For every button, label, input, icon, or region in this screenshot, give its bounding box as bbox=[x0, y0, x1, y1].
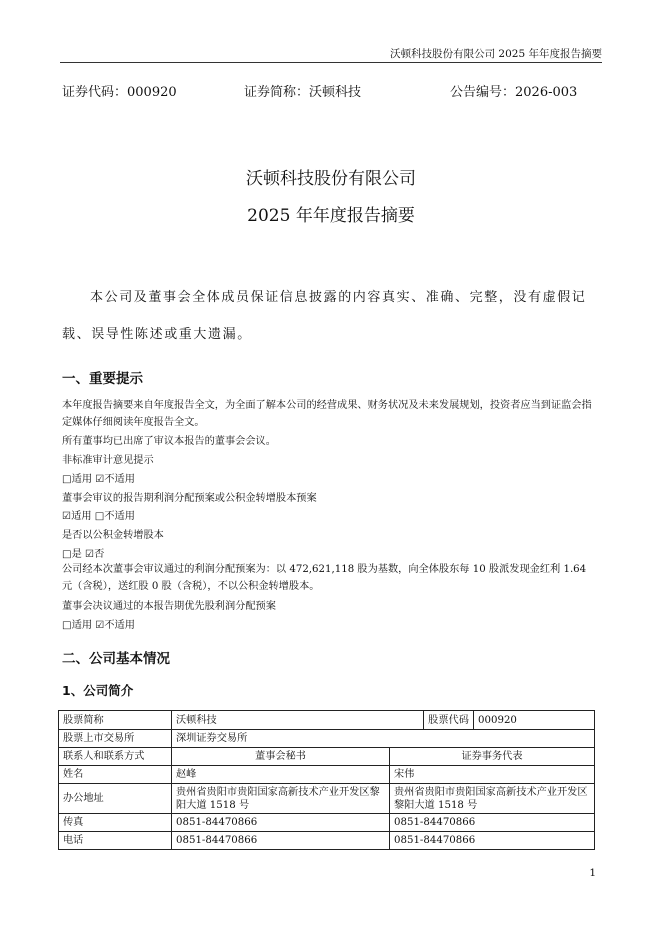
table-row bbox=[59, 748, 595, 766]
audit-opinion-answer: □适用 ☑不适用 bbox=[62, 474, 135, 485]
directors-attendance: 所有董事均已出席了审议本报告的董事会会议。 bbox=[62, 436, 276, 447]
table-row bbox=[59, 814, 595, 832]
distribution-plan-question: 董事会审议的报告期利润分配预案或公积金转增股本预案 bbox=[62, 493, 317, 504]
reserve-conversion-answer: □是 ☑否 bbox=[62, 549, 105, 560]
stock-code: 证券代码：000920 bbox=[62, 85, 177, 100]
page-number: 1 bbox=[589, 867, 596, 879]
report-title: 2025 年年度报告摘要 bbox=[247, 206, 415, 226]
stock-short-value: 沃顿科技 bbox=[172, 711, 424, 730]
distribution-plan-answer: ☑适用 □不适用 bbox=[62, 511, 135, 522]
fax-label: 传真 bbox=[59, 814, 172, 832]
secretary-fax: 0851-84470866 bbox=[172, 814, 390, 832]
representative-header: 证券事务代表 bbox=[390, 748, 595, 766]
header-divider bbox=[60, 62, 602, 63]
company-profile-table bbox=[58, 710, 595, 850]
table-row bbox=[59, 832, 595, 850]
company-title: 沃顿科技股份有限公司 bbox=[246, 169, 416, 189]
table-row bbox=[59, 730, 595, 748]
exchange-label: 股票上市交易所 bbox=[59, 730, 172, 748]
section-company-basics: 二、公司基本情况 bbox=[62, 651, 170, 667]
running-header: 沃顿科技股份有限公司 2025 年年度报告摘要 bbox=[390, 48, 602, 60]
stock-short-label: 股票简称 bbox=[59, 711, 172, 730]
audit-opinion-question: 非标准审计意见提示 bbox=[62, 455, 154, 466]
announcement-number: 公告编号：2026-003 bbox=[450, 85, 578, 100]
representative-name: 宋伟 bbox=[390, 766, 595, 784]
profit-distribution-paragraph: 公司经本次董事会审议通过的利润分配预案为：以 472,621,118 股为基数，向全体股东每 10 股派发现金红利 1.64 元（含税），送红股 0 股（含税），不以公积金转增股本。 bbox=[62, 564, 587, 592]
representative-fax: 0851-84470866 bbox=[390, 814, 595, 832]
address-label: 办公地址 bbox=[59, 784, 172, 814]
representative-phone: 0851-84470866 bbox=[390, 832, 595, 850]
table-row bbox=[59, 784, 595, 814]
reserve-conversion-question: 是否以公积金转增股本 bbox=[62, 530, 164, 541]
subsection-company-profile: 1、公司简介 bbox=[62, 683, 134, 698]
secretary-address: 贵州省贵阳市贵阳国家高新技术产业开发区黎阳大道 1518 号 bbox=[172, 784, 390, 814]
table-row bbox=[59, 711, 595, 730]
contact-label: 联系人和联系方式 bbox=[59, 748, 172, 766]
stock-code-value: 000920 bbox=[474, 711, 595, 730]
board-notice: 本公司及董事会全体成员保证信息披露的内容真实、准确、完整，没有虚假记载、误导性陈述或重大遗漏。 bbox=[62, 290, 587, 342]
secretary-name: 赵峰 bbox=[172, 766, 390, 784]
section-important-notes: 一、重要提示 bbox=[62, 371, 143, 387]
name-label: 姓名 bbox=[59, 766, 172, 784]
exchange-value: 深圳证券交易所 bbox=[172, 730, 595, 748]
table-row bbox=[59, 766, 595, 784]
preferred-stock-question: 董事会决议通过的本报告期优先股利润分配预案 bbox=[62, 601, 276, 612]
representative-address: 贵州省贵阳市贵阳国家高新技术产业开发区黎阳大道 1518 号 bbox=[390, 784, 595, 814]
secretary-header: 董事会秘书 bbox=[172, 748, 390, 766]
stock-short-name: 证券简称：沃顿科技 bbox=[244, 85, 362, 100]
summary-source-paragraph: 本年度报告摘要来自年度报告全文，为全面了解本公司的经营成果、财务状况及未来发展规划，投资者应当到证监会指定媒体仔细阅读年度报告全文。 bbox=[62, 400, 592, 428]
phone-label: 电话 bbox=[59, 832, 172, 850]
stock-code-label: 股票代码 bbox=[424, 711, 474, 730]
secretary-phone: 0851-84470866 bbox=[172, 832, 390, 850]
preferred-stock-answer: □适用 ☑不适用 bbox=[62, 620, 135, 631]
